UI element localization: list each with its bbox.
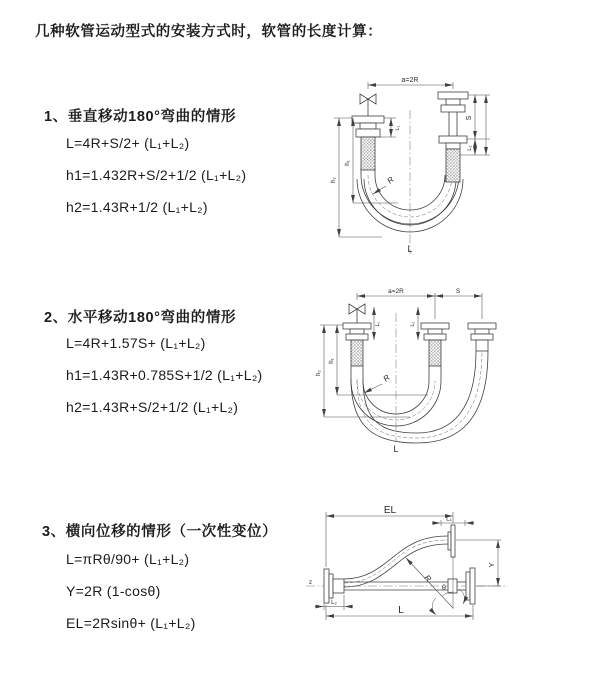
- dim-label-h2: h₂: [330, 177, 337, 183]
- diagram-vertical-180-bend: [310, 70, 595, 260]
- axis-mark: z: [309, 580, 312, 586]
- section-2-heading: 2、水平移动180°弯曲的情形: [44, 310, 237, 326]
- dim-label-l1: L₁: [395, 125, 401, 131]
- displaced-s-curve-hose: [344, 536, 448, 587]
- dim-label-radius: R: [422, 573, 434, 584]
- dim-label-a2r: a=2R: [401, 77, 419, 84]
- pipes-and-hose: [306, 525, 508, 604]
- left-flange: [324, 569, 344, 603]
- section-3-formula-EL: EL=2Rsinθ+ (L₁+L₂): [66, 615, 196, 631]
- braided-hose-section: [361, 137, 375, 170]
- dim-label-l2: L₂: [410, 321, 416, 327]
- right-pipe: [438, 92, 468, 182]
- page-title: 几种软管运动型式的安装方式时，软管的长度计算：: [35, 24, 383, 40]
- dimensions: [316, 288, 482, 454]
- dim-label-radius: R: [381, 372, 392, 384]
- braided-hose-section: [446, 149, 460, 182]
- left-pipe-with-valve: [352, 94, 384, 170]
- right-pipe-shifted: [468, 323, 496, 351]
- dim-label-l2: L₂: [331, 600, 337, 606]
- dim-label-h1: h₁: [329, 358, 335, 364]
- dim-label-h1: h₁: [344, 160, 351, 166]
- dim-label-a2r: a=2R: [388, 288, 404, 295]
- dim-label-l1: L₁: [446, 515, 452, 523]
- dim-label-length: L: [407, 244, 413, 254]
- diagram-horizontal-180-bend: [310, 281, 595, 455]
- dim-label-l2: L₂: [467, 145, 473, 151]
- section-3-heading: 3、横向位移的情形（一次性变位）: [42, 524, 278, 540]
- braided-hose-section: [429, 340, 441, 366]
- dim-label-radius: R: [385, 174, 396, 186]
- dim-label-length: L: [398, 605, 404, 616]
- dim-label-y: Y: [487, 562, 496, 568]
- section-2-formula-h2: h2=1.43R+S/2+1/2 (L₁+L₂): [66, 399, 239, 415]
- section-1-formula-h1: h1=1.432R+S/2+1/2 (L₁+L₂): [66, 167, 247, 183]
- dim-label-s: S: [466, 115, 473, 121]
- section-1-formula-L: L=4R+S/2+ (L₁+L₂): [66, 135, 190, 151]
- dim-label-theta: θ: [442, 585, 446, 592]
- braided-hose-section: [351, 340, 363, 366]
- hose-curves: [351, 313, 488, 443]
- section-3-formula-Y: Y=2R (1-cosθ): [66, 583, 161, 599]
- dim-label-h2: h₂: [316, 370, 322, 376]
- diagram-lateral-displacement: [298, 498, 600, 660]
- section-1-heading: 1、垂直移动180°弯曲的情形: [44, 109, 237, 125]
- section-2-formula-L: L=4R+1.57S+ (L₁+L₂): [66, 335, 206, 351]
- left-pipe-with-valve: [343, 304, 371, 366]
- dim-label-length: L: [393, 444, 399, 454]
- section-2-formula-h1: h1=1.43R+0.785S+1/2 (L₁+L₂): [66, 367, 263, 383]
- section-1-formula-h2: h2=1.43R+1/2 (L₁+L₂): [66, 199, 208, 215]
- middle-pipe: [421, 323, 449, 366]
- upper-right-flange: [448, 525, 455, 557]
- dim-label-s: S: [455, 288, 461, 295]
- dim-label-el: EL: [383, 505, 397, 516]
- section-3-formula-L: L=πRθ/90+ (L₁+L₂): [66, 551, 190, 567]
- dim-label-l1: L₁: [375, 321, 381, 327]
